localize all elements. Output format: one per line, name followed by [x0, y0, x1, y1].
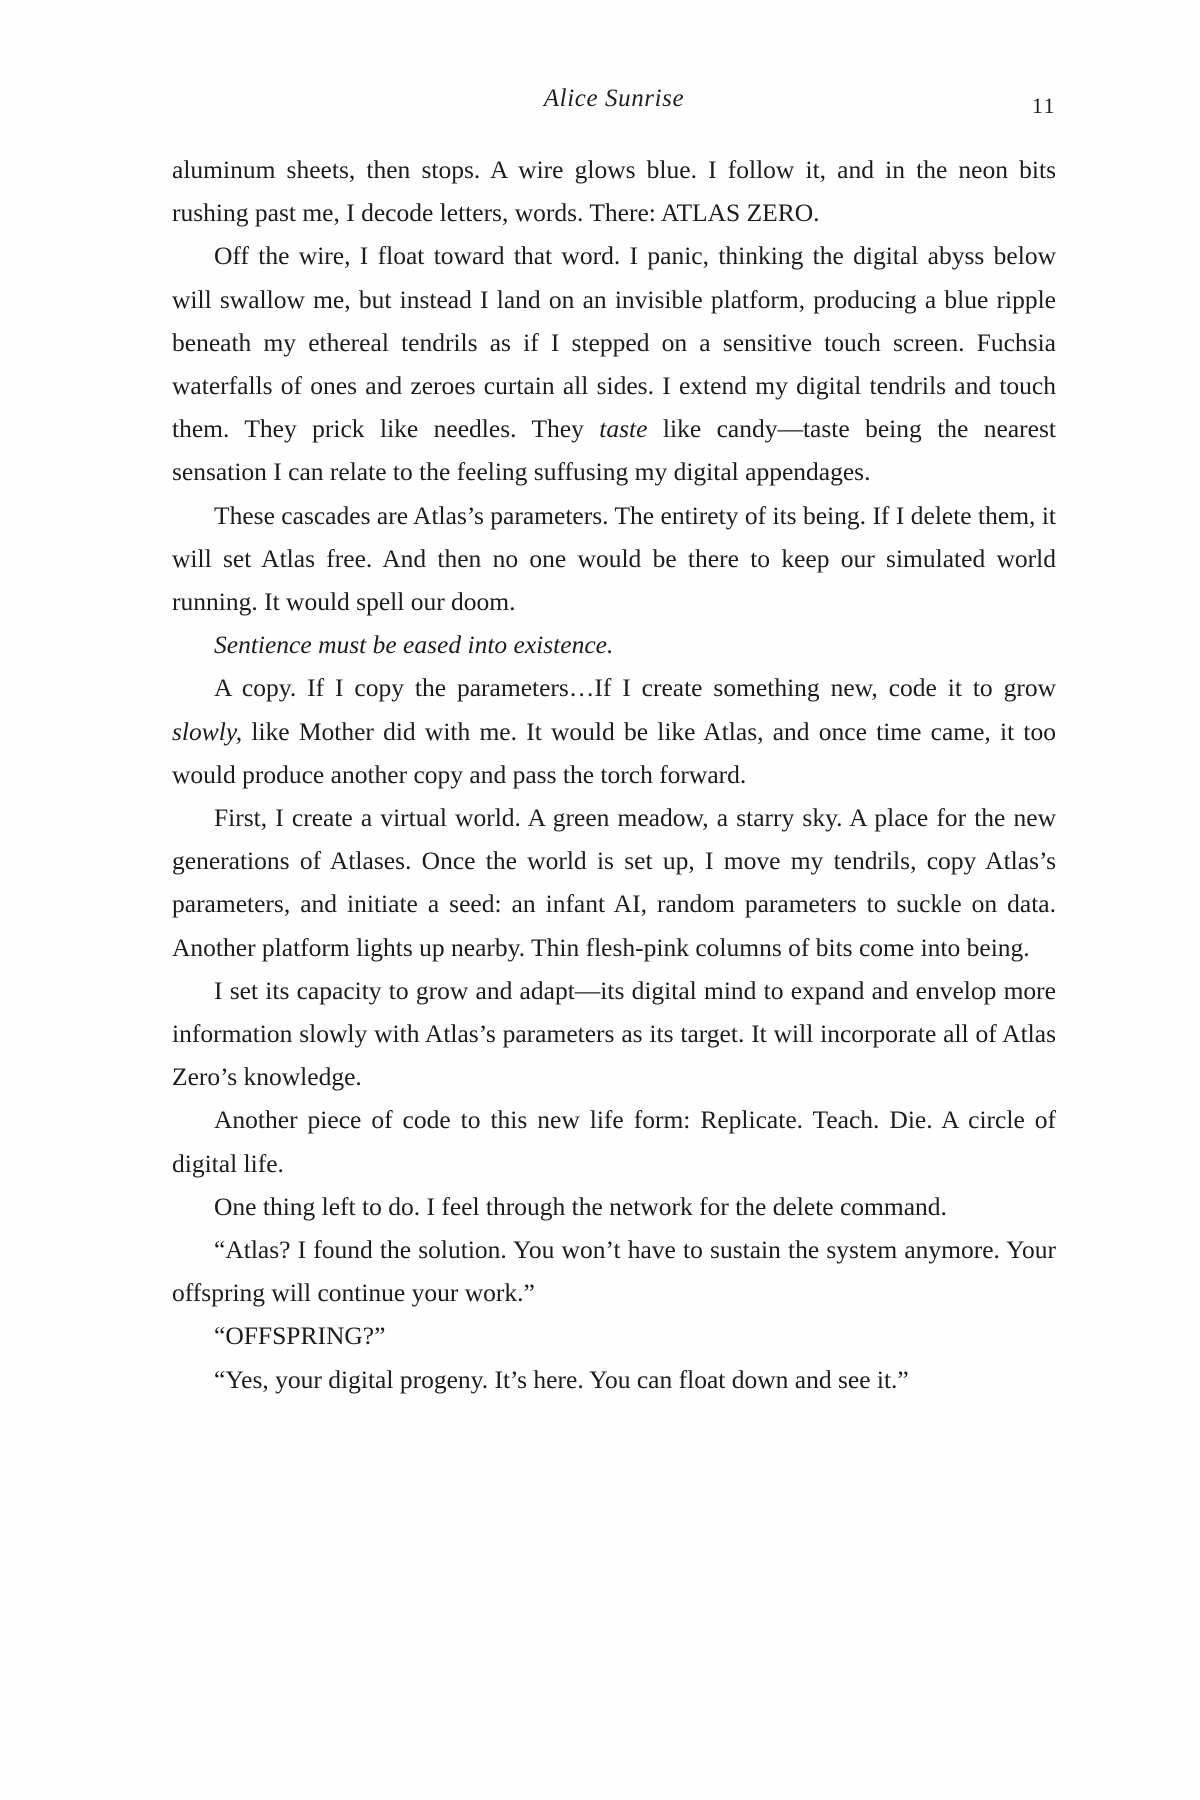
paragraph-text: “Atlas? I found the solution. You won’t have to sustain the system anymore. Your offspring will continue your work.” — [172, 1235, 1056, 1308]
paragraph — [172, 796, 1056, 969]
paragraph — [172, 494, 1056, 624]
paragraph-text: “Yes, your digital progeny. It’s here. You can float down and see it.” — [214, 1364, 909, 1394]
paragraph — [172, 666, 1056, 796]
paragraph — [172, 969, 1056, 1099]
paragraph — [172, 623, 1056, 666]
paragraph — [172, 1228, 1056, 1314]
paragraph — [172, 234, 1056, 493]
paragraph-text: like Mother did with me. It would be like Atlas, and once time came, it too would produce another copy and pass the torch forward. — [172, 716, 1056, 789]
paragraph — [172, 1314, 1056, 1357]
paragraph-text: First, I create a virtual world. A green meadow, a starry sky. A place for the new generations of Atlases. Once the world is set up, I move my tendrils, copy Atlas’s parameters, and initiate a seed: an infant AI, random parameters to suckle on data. Another platform lights up nearby. Thin flesh-pink columns of bits come into being. — [172, 803, 1056, 962]
paragraph-text: These cascades are Atlas’s parameters. The entirety of its being. If I delete them, it will set Atlas free. And then no one would be there to keep our simulated world running. It would spell our doom. — [172, 500, 1056, 617]
paragraph-text: One thing left to do. I feel through the network for the delete command. — [214, 1191, 947, 1221]
paragraph-text: aluminum sheets, then stops. A wire glows blue. I follow it, and in the neon bits rushing past me, I decode letters, words. There: ATLAS ZERO. — [172, 155, 1056, 228]
paragraph — [172, 1185, 1056, 1228]
paragraph-text: Off the wire, I float toward that word. I panic, thinking the digital abyss below will swallow me, but instead I land on an invisible platform, producing a blue ripple beneath my ethereal tendrils as if I stepped on a sensitive touch screen. Fuchsia waterfalls of ones and zeroes curtain all sides. I extend my digital tendrils and touch them. They prick like needles. They — [172, 241, 1056, 444]
running-head — [172, 85, 1056, 119]
paragraph-text: I set its capacity to grow and adapt—its digital mind to expand and envelop more information slowly with Atlas’s parameters as its target. It will incorporate all of Atlas Zero’s knowledge. — [172, 975, 1056, 1092]
paragraph — [172, 1098, 1056, 1184]
paragraph-text: A copy. If I copy the parameters…If I create something new, code it to grow — [214, 673, 1056, 703]
paragraph-text: like candy—taste being the nearest sensation I can relate to the feeling suffusing my digital appendages. — [172, 414, 1056, 487]
emphasized-text: slowly, — [172, 716, 243, 746]
emphasized-text: taste — [599, 414, 648, 444]
body-text-block — [172, 148, 1056, 1401]
paragraph — [172, 148, 1056, 234]
running-head-title: Alice Sunrise — [543, 85, 685, 112]
paragraph-text: “OFFSPRING?” — [214, 1321, 386, 1351]
paragraph — [172, 1358, 1056, 1401]
paragraph-text: Sentience must be eased into existence. — [214, 630, 614, 660]
paragraph-text: Another piece of code to this new life form: Replicate. Teach. Die. A circle of digital life. — [172, 1105, 1056, 1178]
page-number: 11 — [1031, 93, 1056, 118]
